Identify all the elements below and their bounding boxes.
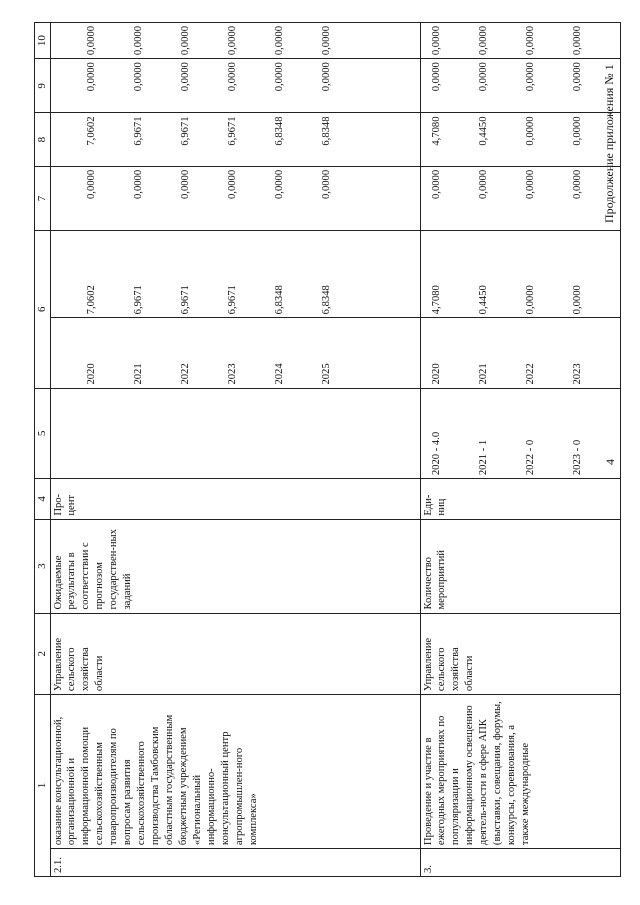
total-column [50, 231, 420, 318]
value-cell: 0,4450 [477, 116, 489, 146]
indicator: Ожидаемые результаты в соответствии с прогнозом государствен-ных заданий [50, 519, 420, 613]
value-cell: 0,0000 [477, 169, 489, 199]
value-cell: 7,0602 [85, 285, 97, 315]
value-cell: 0,0000 [571, 26, 583, 56]
unit: Про-цент [50, 479, 420, 520]
value-cell: 0,0000 [132, 62, 144, 92]
table-row [50, 23, 420, 877]
value-cell: 6,9671 [179, 285, 191, 315]
table-row [420, 23, 620, 877]
value-cell: 0,0000 [524, 169, 536, 199]
value-cell: 0,0000 [477, 26, 489, 56]
unit: Еди-ниц [420, 479, 620, 520]
column-header: 3 [35, 519, 51, 613]
column-header: 9 [35, 59, 51, 113]
year-cell: 2020 [430, 363, 442, 385]
value-cell: 0,0000 [571, 116, 583, 146]
year-cell: 2021 [132, 363, 144, 385]
value-cell: 6,9671 [226, 285, 238, 315]
value-cell: 0,0000 [524, 62, 536, 92]
column-header: 8 [35, 113, 51, 166]
value-cell: 0,0000 [477, 62, 489, 92]
target-values [50, 388, 420, 479]
value-cell: 0,0000 [430, 26, 442, 56]
value-cell: 6,9671 [226, 116, 238, 146]
executor: Управление сельского хозяйства области [50, 613, 420, 695]
value-cell: 6,8348 [273, 116, 285, 146]
column-7 [50, 166, 420, 230]
value-cell: 4,7080 [430, 116, 442, 146]
value-cell: 0,0000 [132, 26, 144, 56]
value-cell: 0,0000 [273, 169, 285, 199]
column-header: 1 [35, 695, 51, 877]
value-cell: 0,0000 [85, 169, 97, 199]
value-cell: 0,0000 [524, 26, 536, 56]
row-number: 3. [420, 849, 620, 877]
year-cell: 2022 [179, 363, 191, 385]
value-cell: 0,0000 [179, 169, 191, 199]
year-cell: 2021 [477, 363, 489, 385]
target-values [420, 388, 620, 479]
indicator: Количество мероприятий [420, 519, 620, 613]
value-cell: 0,0000 [85, 26, 97, 56]
measure-name: оказание консультационной, организационной и информационной помощи сельскохозяйственным товаропроизводителям по вопросам развития сельскохозяйственного производства Тамбовским областным государственным бюджетным учреждением «Региональный информационно-консультационный центр агропромышлен-ного комплекса» [50, 695, 420, 849]
total-column [420, 231, 620, 318]
value-cell: 7,0602 [85, 116, 97, 146]
value-cell: 0,0000 [320, 62, 332, 92]
value-cell: 6,9671 [132, 285, 144, 315]
program-table [34, 22, 621, 877]
column-header: 10 [35, 23, 51, 59]
column-7 [420, 166, 620, 230]
column-10 [50, 23, 420, 59]
year-column [50, 318, 420, 388]
value-cell: 0,0000 [320, 169, 332, 199]
target-cell: 2022 - 0 [524, 439, 536, 476]
year-cell: 2020 [85, 363, 97, 385]
executor: Управление сельского хозяйства области [420, 613, 620, 695]
row-number: 2.1. [50, 849, 420, 877]
page-number: 4 [603, 459, 617, 465]
value-cell: 0,0000 [430, 169, 442, 199]
value-cell: 0,0000 [273, 26, 285, 56]
value-cell: 0,0000 [571, 62, 583, 92]
column-8 [420, 113, 620, 166]
column-9 [420, 59, 620, 113]
value-cell: 6,8348 [320, 116, 332, 146]
target-cell: 2020 - 4.0 [430, 431, 442, 476]
value-cell: 0,4450 [477, 285, 489, 315]
value-cell: 6,8348 [273, 285, 285, 315]
value-cell: 6,9671 [132, 116, 144, 146]
measure-name: Проведение и участие в ежегодных мероприятиях по популяризации и информационному освещению деятель-ности в сфере АПК (выставки, совещания, форумы, конкурсы, соревнования, а также международные [420, 695, 620, 849]
appendix-continuation-note: Продолжение приложения № 1 [602, 64, 616, 223]
value-cell: 0,0000 [320, 26, 332, 56]
value-cell: 0,0000 [226, 62, 238, 92]
value-cell: 0,0000 [179, 62, 191, 92]
column-header: 2 [35, 613, 51, 695]
value-cell: 6,9671 [179, 116, 191, 146]
value-cell: 0,0000 [226, 169, 238, 199]
value-cell: 0,0000 [85, 62, 97, 92]
value-cell: 0,0000 [571, 169, 583, 199]
year-cell: 2023 [226, 363, 238, 385]
value-cell: 6,8348 [320, 285, 332, 315]
column-header: 5 [35, 388, 51, 479]
year-cell: 2024 [273, 363, 285, 385]
value-cell: 0,0000 [132, 169, 144, 199]
value-cell: 0,0000 [571, 285, 583, 315]
value-cell: 0,0000 [226, 26, 238, 56]
value-cell: 0,0000 [179, 26, 191, 56]
value-cell: 0,0000 [430, 62, 442, 92]
column-9 [50, 59, 420, 113]
column-8 [50, 113, 420, 166]
target-cell: 2023 - 0 [571, 439, 583, 476]
value-cell: 0,0000 [524, 285, 536, 315]
target-cell: 2021 - 1 [477, 439, 489, 476]
column-header: 4 [35, 479, 51, 520]
year-cell: 2025 [320, 363, 332, 385]
value-cell: 4,7080 [430, 285, 442, 315]
column-number-row [35, 23, 51, 877]
column-10 [420, 23, 620, 59]
column-header: 6 [35, 231, 51, 389]
year-cell: 2023 [571, 363, 583, 385]
year-cell: 2022 [524, 363, 536, 385]
value-cell: 0,0000 [273, 62, 285, 92]
value-cell: 0,0000 [524, 116, 536, 146]
column-header: 7 [35, 166, 51, 230]
year-column [420, 318, 620, 388]
